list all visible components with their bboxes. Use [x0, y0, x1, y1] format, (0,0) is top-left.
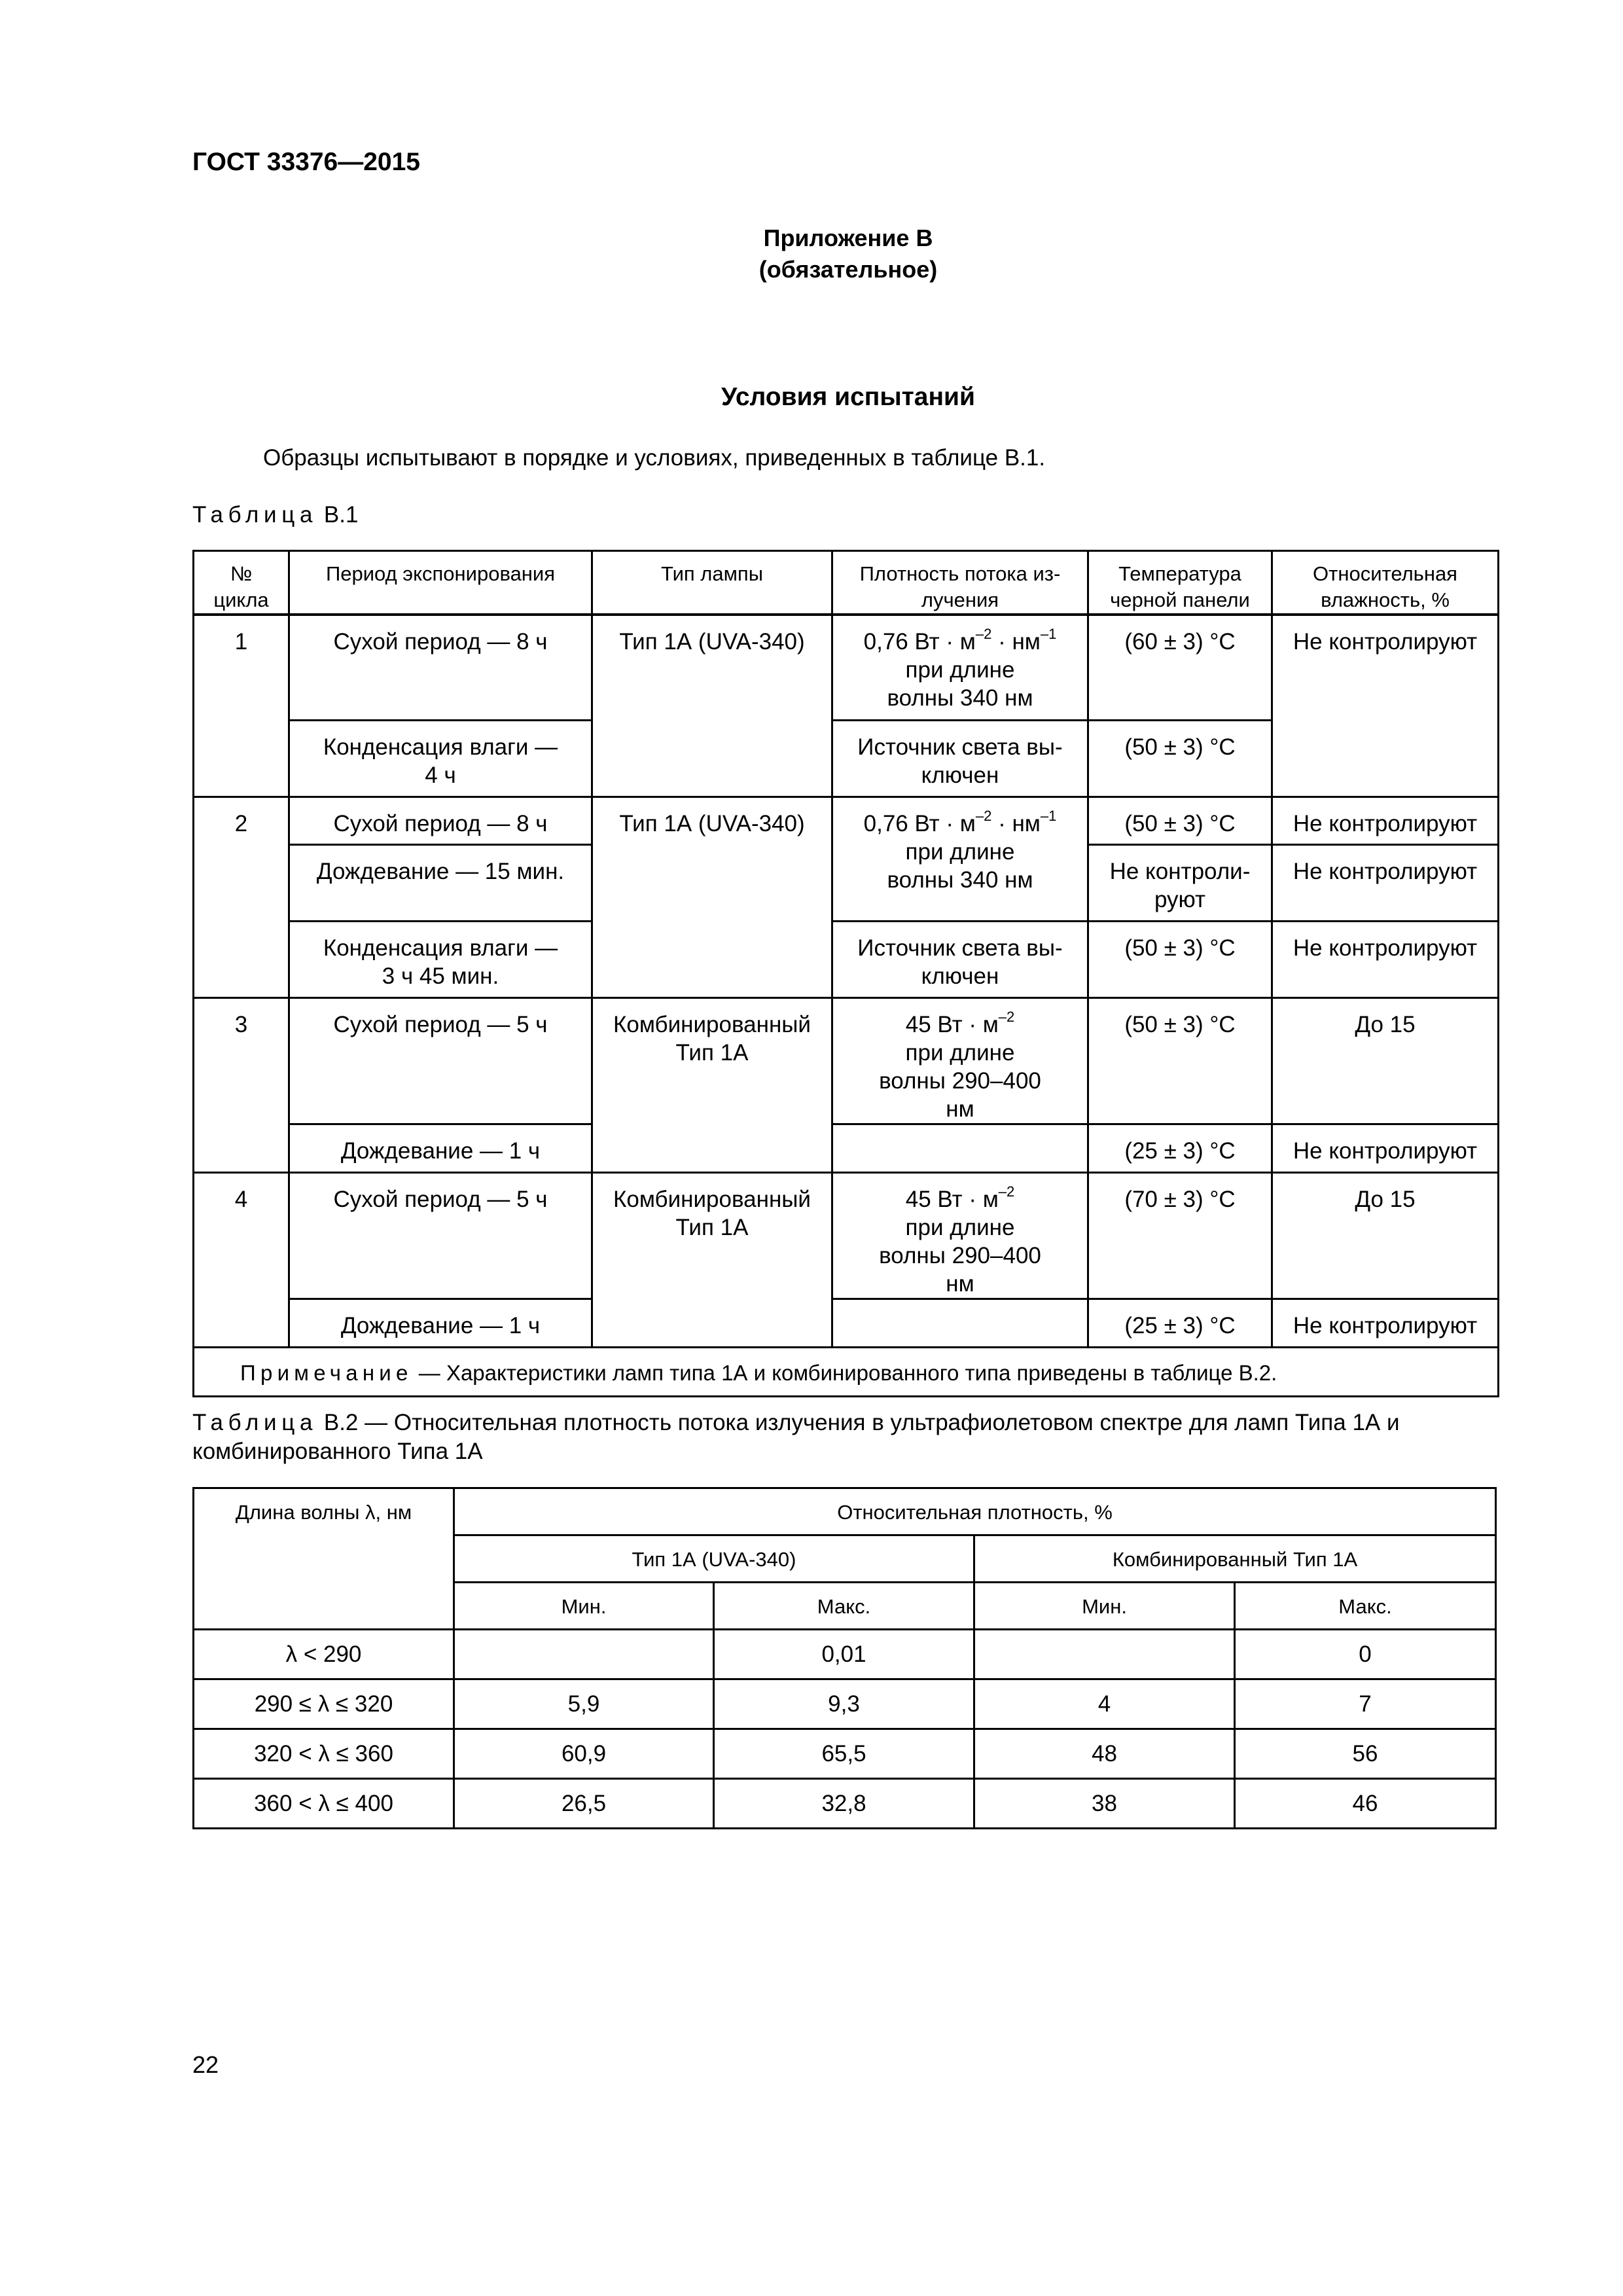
flux-exponent: –2: [998, 1183, 1015, 1200]
flux-unit: · нм: [991, 810, 1041, 836]
combined-max: 0: [1235, 1630, 1496, 1679]
column-header-cycle: № цикла: [194, 551, 289, 615]
table-header-row: [194, 551, 1499, 615]
table-row: [194, 997, 1499, 1124]
table-row: [194, 1299, 1499, 1347]
column-header-max: Макс.: [1235, 1583, 1496, 1630]
humidity-cell: Не контролируют: [1272, 1124, 1499, 1172]
column-header-lamp: Тип лампы: [592, 551, 832, 615]
column-header-humidity: Относительная влажность, %: [1272, 551, 1499, 615]
cycle-number: 3: [194, 997, 289, 1172]
humidity-cell: Не контролируют: [1272, 844, 1499, 921]
lamp-cell: Тип 1А (UVA-340): [592, 615, 832, 797]
table-row: [194, 921, 1499, 997]
intro-paragraph: Образцы испытывают в порядке и условиях, приведенных в таблице В.1.: [263, 445, 1046, 471]
column-group-combined: Комбинированный Тип 1А: [974, 1535, 1496, 1583]
combined-min: [974, 1630, 1235, 1679]
humidity-cell: До 15: [1272, 1172, 1499, 1299]
column-header-min: Мин.: [974, 1583, 1235, 1630]
table-header-row: [194, 1488, 1496, 1535]
temperature-cell: (50 ± 3) °С: [1088, 720, 1272, 797]
temperature-cell: (70 ± 3) °С: [1088, 1172, 1272, 1299]
type1a-max: 0,01: [714, 1630, 974, 1679]
period-cell: Конденсация влаги — 4 ч: [289, 720, 592, 797]
period-cell: Сухой период — 8 ч: [289, 797, 592, 844]
flux-condition: при длине волны 290–400 нм: [879, 1039, 1041, 1122]
table2-caption: [192, 1408, 1497, 1466]
flux-value: 45 Вт · м: [905, 1186, 999, 1212]
table2-caption-label: Таблица: [192, 1410, 318, 1435]
period-cell: Конденсация влаги — 3 ч 45 мин.: [289, 921, 592, 997]
combined-min: 38: [974, 1779, 1235, 1829]
column-header-temperature: Температура черной панели: [1088, 551, 1272, 615]
period-cell: Сухой период — 5 ч: [289, 1172, 592, 1299]
table-b2: [192, 1487, 1497, 1829]
type1a-min: 26,5: [454, 1779, 714, 1829]
document-header: ГОСТ 33376—2015: [192, 148, 420, 176]
table1-caption: [192, 502, 358, 528]
flux-condition: при длине волны 340 нм: [887, 838, 1033, 893]
flux-cell: [832, 1299, 1088, 1347]
flux-cell: [832, 997, 1088, 1124]
column-header-relative-density: Относительная плотность, %: [454, 1488, 1496, 1535]
column-group-type1a: Тип 1А (UVA-340): [454, 1535, 974, 1583]
lamp-cell: Комбинированный Тип 1А: [592, 997, 832, 1172]
temperature-cell: (25 ± 3) °С: [1088, 1124, 1272, 1172]
humidity-cell: Не контролируют: [1272, 1299, 1499, 1347]
combined-max: 46: [1235, 1779, 1496, 1829]
flux-cell: Источник света выключен: [832, 921, 1088, 997]
type1a-min: 5,9: [454, 1679, 714, 1729]
wavelength-range: 290 ≤ λ ≤ 320: [194, 1679, 454, 1729]
column-header-wavelength: Длина волны λ, нм: [194, 1488, 454, 1630]
temperature-cell: (50 ± 3) °С: [1088, 921, 1272, 997]
flux-exponent: –2: [998, 1008, 1015, 1025]
flux-cell: [832, 1124, 1088, 1172]
period-cell: Дождевание — 15 мин.: [289, 844, 592, 921]
column-header-flux: Плотность потока излучения: [832, 551, 1088, 615]
column-header-period: Период экспонирования: [289, 551, 592, 615]
note-text: — Характеристики ламп типа 1А и комбинированного типа приведены в таблице В.2.: [412, 1360, 1277, 1385]
humidity-cell: Не контролируют: [1272, 615, 1499, 797]
flux-cell: [832, 1172, 1088, 1299]
column-header-max: Макс.: [714, 1583, 974, 1630]
flux-exponent: –2: [975, 626, 992, 643]
flux-exponent: –2: [975, 807, 992, 824]
note-label: Примечание: [240, 1360, 413, 1385]
flux-value: 45 Вт · м: [905, 1011, 999, 1037]
table-row: [194, 1779, 1496, 1829]
combined-max: 56: [1235, 1729, 1496, 1779]
period-cell: Сухой период — 8 ч: [289, 615, 592, 720]
flux-condition: при длине волны 340 нм: [887, 657, 1033, 711]
table-row: [194, 797, 1499, 844]
column-header-min: Мин.: [454, 1583, 714, 1630]
temperature-cell: (50 ± 3) °С: [1088, 797, 1272, 844]
cycle-number: 1: [194, 615, 289, 797]
type1a-max: 9,3: [714, 1679, 974, 1729]
table-b1: [192, 550, 1499, 1397]
combined-min: 4: [974, 1679, 1235, 1729]
humidity-cell: До 15: [1272, 997, 1499, 1124]
temperature-cell: (50 ± 3) °С: [1088, 997, 1272, 1124]
lamp-cell: Тип 1А (UVA-340): [592, 797, 832, 997]
humidity-cell: Не контролируют: [1272, 797, 1499, 844]
flux-cell: [832, 615, 1088, 720]
table-row: [194, 1630, 1496, 1679]
temperature-cell: (60 ± 3) °С: [1088, 615, 1272, 720]
flux-value: 0,76 Вт · м: [863, 810, 976, 836]
table1-caption-label: Таблица: [192, 502, 318, 528]
wavelength-range: 360 < λ ≤ 400: [194, 1779, 454, 1829]
flux-condition: при длине волны 290–400 нм: [879, 1214, 1041, 1297]
flux-cell: Источник света выключен: [832, 720, 1088, 797]
section-title: Условия испытаний: [721, 383, 975, 411]
temperature-cell: (25 ± 3) °С: [1088, 1299, 1272, 1347]
period-cell: Сухой период — 5 ч: [289, 997, 592, 1124]
humidity-cell: Не контролируют: [1272, 921, 1499, 997]
wavelength-range: 320 < λ ≤ 360: [194, 1729, 454, 1779]
cycle-number: 4: [194, 1172, 289, 1347]
page-number: 22: [192, 2051, 219, 2078]
table-note: [194, 1347, 1499, 1396]
table-row: [194, 1729, 1496, 1779]
appendix-title: Приложение В: [763, 224, 933, 251]
cycle-number: 2: [194, 797, 289, 997]
appendix-heading: [0, 223, 1623, 285]
appendix-status: (обязательное): [758, 256, 938, 283]
temperature-cell: Не контролируют: [1088, 844, 1272, 921]
table-row: [194, 1172, 1499, 1299]
table2-caption-text: В.2 — Относительная плотность потока излучения в ультрафиолетовом спектре для ламп Типа 1А и комбинированного Типа 1А: [192, 1410, 1400, 1464]
table-row: [194, 615, 1499, 720]
combined-max: 7: [1235, 1679, 1496, 1729]
lamp-cell: Комбинированный Тип 1А: [592, 1172, 832, 1347]
type1a-min: [454, 1630, 714, 1679]
flux-cell: [832, 797, 1088, 921]
flux-exponent: –1: [1040, 807, 1057, 824]
flux-unit: · нм: [991, 629, 1041, 655]
flux-exponent: –1: [1040, 626, 1057, 643]
table-row: [194, 1679, 1496, 1729]
period-cell: Дождевание — 1 ч: [289, 1124, 592, 1172]
flux-value: 0,76 Вт · м: [863, 629, 976, 655]
combined-min: 48: [974, 1729, 1235, 1779]
type1a-max: 65,5: [714, 1729, 974, 1779]
table1-caption-number: В.1: [323, 502, 359, 528]
type1a-min: 60,9: [454, 1729, 714, 1779]
type1a-max: 32,8: [714, 1779, 974, 1829]
period-cell: Дождевание — 1 ч: [289, 1299, 592, 1347]
wavelength-range: λ < 290: [194, 1630, 454, 1679]
table-row: [194, 1124, 1499, 1172]
table-note-row: [194, 1347, 1499, 1396]
